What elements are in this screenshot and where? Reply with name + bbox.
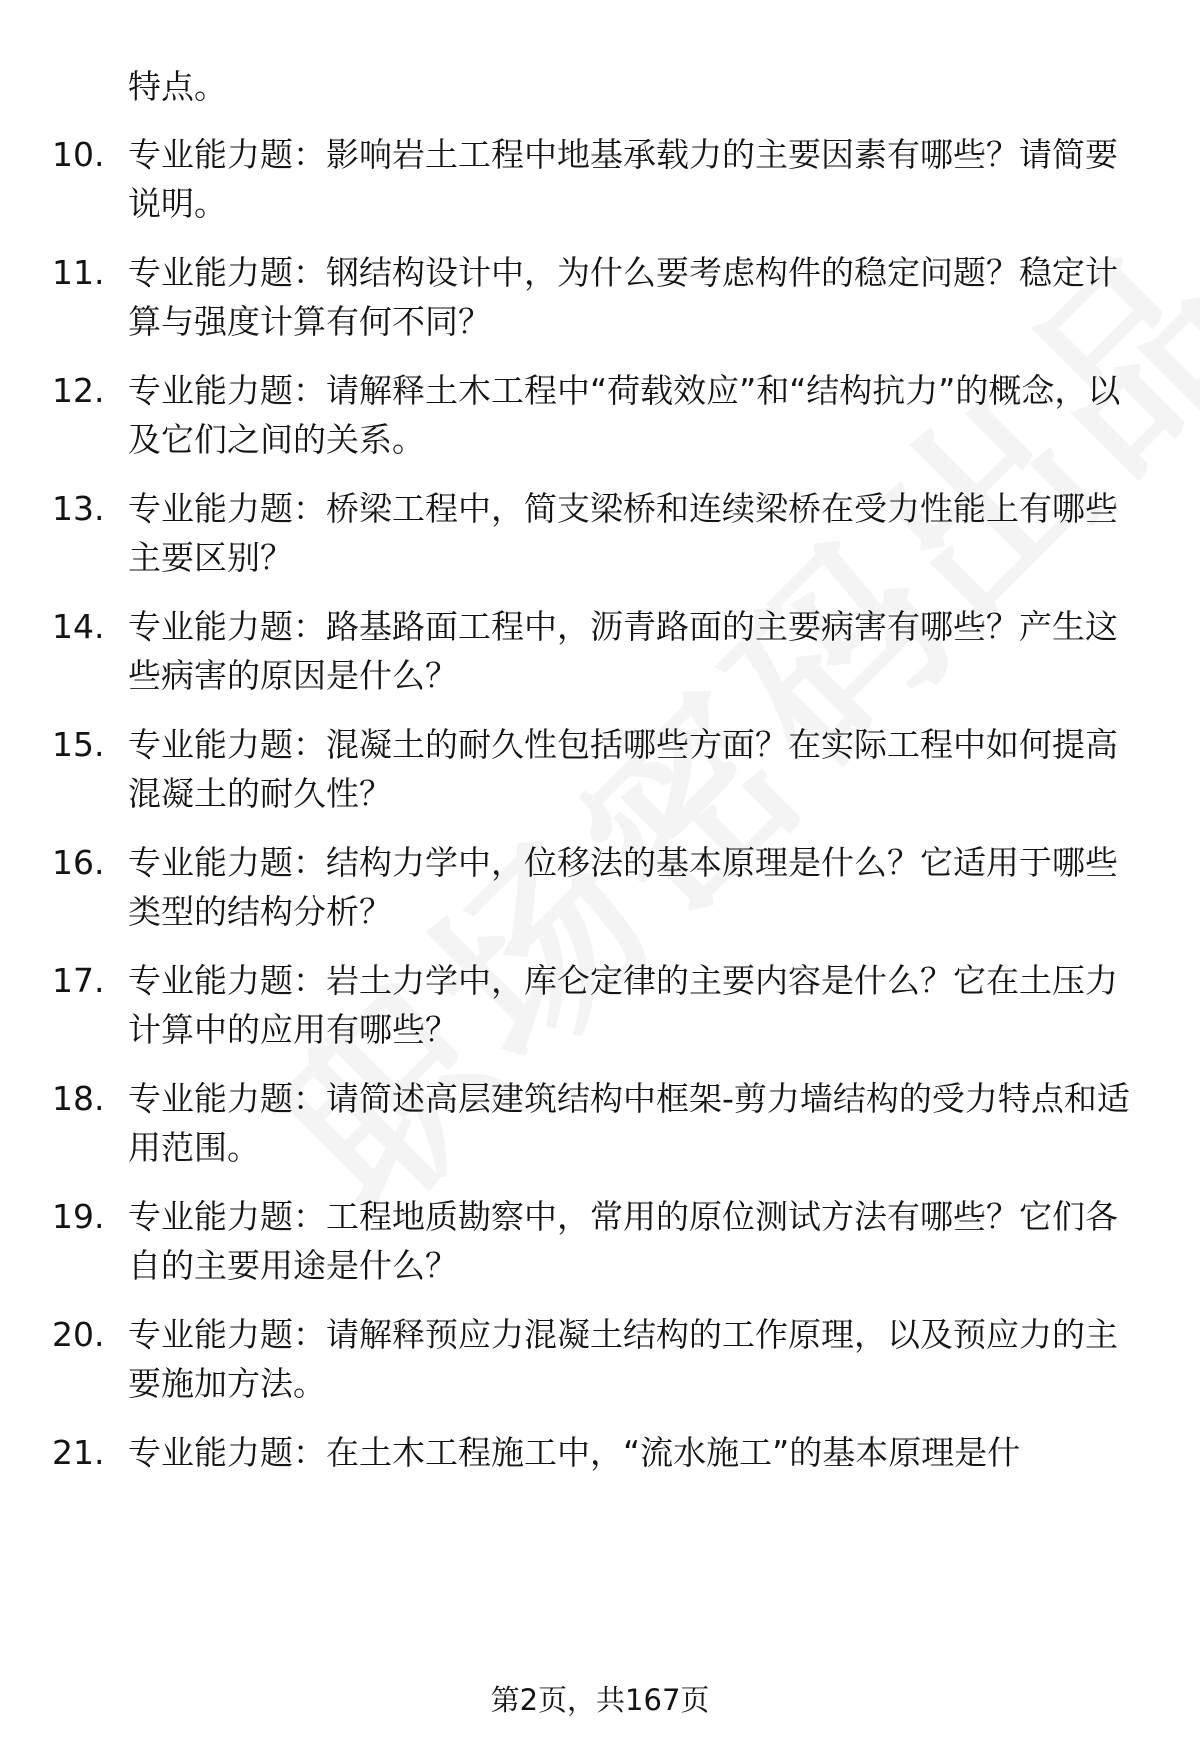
question-number: 16. <box>52 843 105 882</box>
question-text: 专业能力题：桥梁工程中，简支梁桥和连续梁桥在受力性能上有哪些主要区别？ <box>128 489 1118 577</box>
continuation-text: 特点。 <box>128 67 227 106</box>
question-number: 14. <box>52 607 105 646</box>
question-text: 专业能力题：钢结构设计中，为什么要考虑构件的稳定问题？稳定计算与强度计算有何不同？ <box>128 253 1118 341</box>
question-number: 21. <box>52 1433 105 1472</box>
question-text: 专业能力题：请解释预应力混凝土结构的工作原理，以及预应力的主要施加方法。 <box>128 1315 1118 1403</box>
question-number: 12. <box>52 371 105 410</box>
question-number: 17. <box>52 961 105 1000</box>
question-text: 专业能力题：结构力学中，位移法的基本原理是什么？它适用于哪些类型的结构分析？ <box>128 843 1118 931</box>
question-text: 专业能力题：在土木工程施工中，“流水施工”的基本原理是什 <box>128 1433 1021 1472</box>
question-text: 专业能力题：工程地质勘察中，常用的原位测试方法有哪些？它们各自的主要用途是什么？ <box>128 1197 1118 1285</box>
question-number: 18. <box>52 1079 105 1118</box>
question-text: 专业能力题：影响岩土工程中地基承载力的主要因素有哪些？请简要说明。 <box>128 135 1118 223</box>
question-text: 专业能力题：路基路面工程中，沥青路面的主要病害有哪些？产生这些病害的原因是什么？ <box>128 607 1118 695</box>
question-number: 15. <box>52 725 105 764</box>
question-number: 19. <box>52 1197 105 1236</box>
question-number: 13. <box>52 489 105 528</box>
question-number: 11. <box>52 253 105 292</box>
question-text: 专业能力题：请简述高层建筑结构中框架-剪力墙结构的受力特点和适用范围。 <box>128 1079 1130 1167</box>
question-text: 专业能力题：岩土力学中，库仑定律的主要内容是什么？它在土压力计算中的应用有哪些？ <box>128 961 1118 1049</box>
question-text: 专业能力题：混凝土的耐久性包括哪些方面？在实际工程中如何提高混凝土的耐久性？ <box>128 725 1118 813</box>
question-text: 专业能力题：请解释土木工程中“荷载效应”和“结构抗力”的概念，以及它们之间的关系。 <box>128 371 1121 459</box>
question-number: 20. <box>52 1315 105 1354</box>
question-number: 10. <box>52 135 105 174</box>
page-footer: 第2页，共167页 <box>490 1683 710 1717</box>
